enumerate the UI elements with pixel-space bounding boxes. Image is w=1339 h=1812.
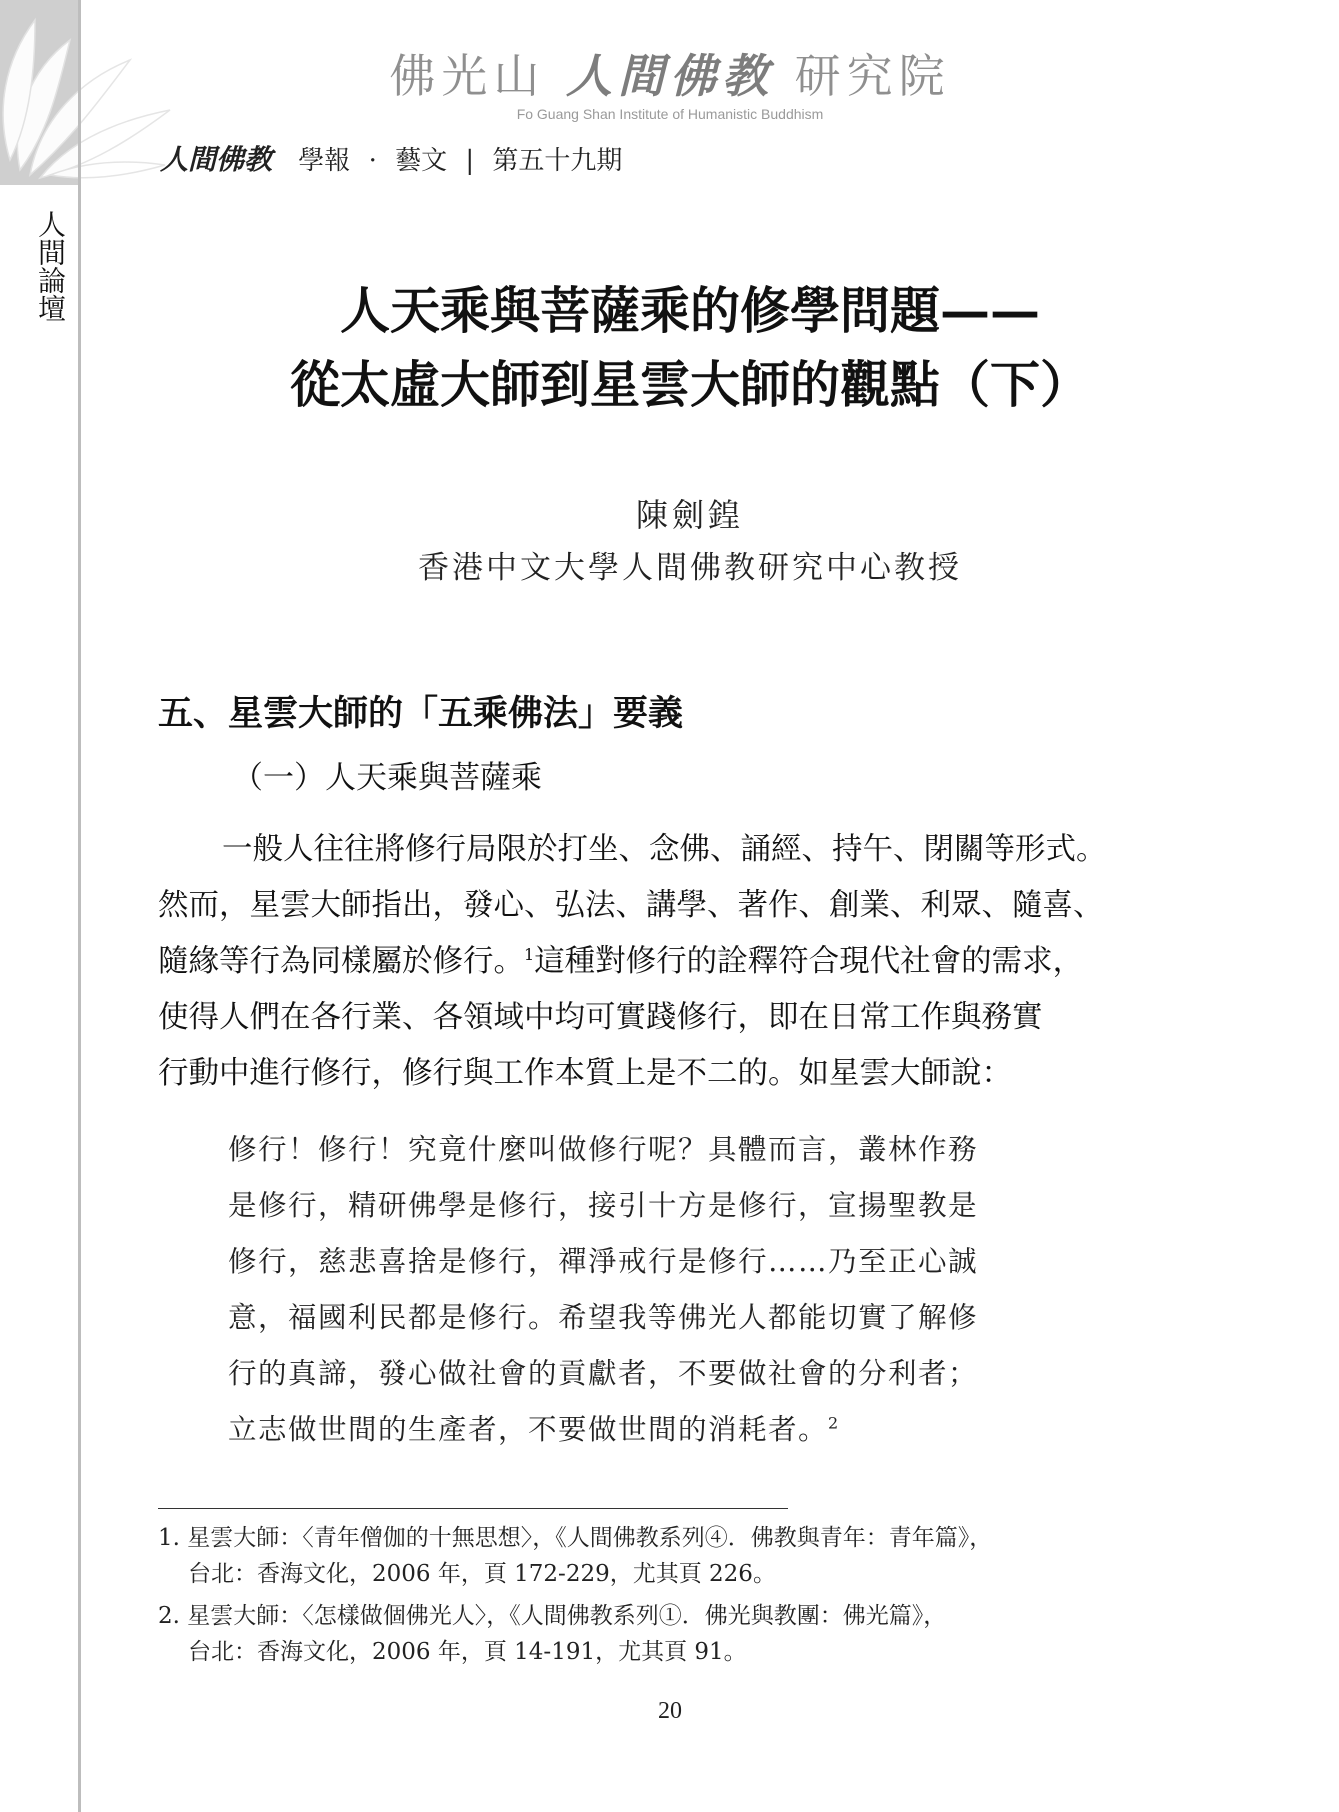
body-line: 一般人往往將修行局限於打坐、念佛、誦經、持午、閉關等形式。 [222,832,1107,867]
journal-brand: 人間佛教 [160,143,273,176]
institute-suffix: 研究院 [794,49,951,103]
title-line-2: 從太虛大師到星雲大師的觀點（下） [290,355,1090,414]
footnote-line: 1. 星雲大師：〈青年僧伽的十無思想〉，《人間佛教系列④．佛教與青年：青年篇》， [158,1525,993,1551]
footnote-line: 台北：香海文化，2006 年，頁 172-229，尤其頁 226。 [188,1561,776,1587]
quote-line: 意，福國利民都是修行。希望我等佛光人都能切實了解修 [228,1301,979,1334]
footnotes [158,1520,1158,1676]
footnote-2 [158,1598,1158,1670]
institute-prefix: 佛光山 [389,49,546,103]
body-line: 然而，星雲大師指出，發心、弘法、講學、著作、創業、利眾、隨喜、 [158,888,1104,923]
footnote-1 [158,1520,1158,1592]
footnote-line: 2. 星雲大師：〈怎樣做個佛光人〉，《人間佛教系列①．佛光與教團：佛光篇》， [158,1603,947,1629]
footnote-line: 台北：香海文化，2006 年，頁 14-191，尤其頁 91。 [188,1639,747,1665]
quote-line: 是修行，精研佛學是修行，接引十方是修行，宣揚聖教是 [228,1189,979,1222]
body-paragraph [158,822,1148,1102]
body-line [158,934,1148,990]
journal-divider: | [465,146,475,176]
quote-line [228,1402,1108,1458]
journal-header [160,138,622,178]
article-title [160,274,1220,422]
side-divider [78,0,81,1812]
footnote-ref-2[interactable]: 2 [828,1413,840,1433]
body-line-part: 隨緣等行為同樣屬於修行。 [158,944,524,979]
title-line-1: 人天乘與菩薩乘的修學問題—— [340,281,1040,340]
institute-brand: 人間佛教 [566,49,774,103]
quote-line-part: 立志做世間的生產者，不要做世間的消耗者。 [228,1413,829,1446]
footnote-divider [158,1508,788,1509]
body-line: 行動中進行修行，修行與工作本質上是不二的。如星雲大師說： [158,1056,1012,1091]
author-name: 陳劍鍠 [635,496,744,534]
page-number: 20 [658,1698,682,1724]
institute-name-cn [370,40,970,106]
journal-section: 藝文 [395,146,448,176]
sub-heading: （一）人天乘與菩薩乘 [232,760,542,796]
footnote-ref-1[interactable]: 1 [524,944,535,964]
quote-line: 修行！修行！究竟什麼叫做修行呢？具體而言，叢林作務 [228,1133,979,1166]
section-heading: 五、星雲大師的「五乘佛法」要義 [158,693,684,734]
body-line-part: 這種對修行的詮釋符合現代社會的需求， [534,944,1084,979]
lotus-logo-icon [0,0,180,185]
journal-dot: · [368,146,377,176]
author-affiliation: 香港中文大學人間佛教研究中心教授 [418,550,962,586]
body-line: 使得人們在各行業、各領域中均可實踐修行，即在日常工作與務實 [158,1000,1043,1035]
journal-issue: 第五十九期 [492,146,623,176]
quote-line: 行的真諦，發心做社會的貢獻者，不要做社會的分利者； [228,1357,979,1390]
quote-line: 修行，慈悲喜捨是修行，禪淨戒行是修行……乃至正心誠 [228,1245,979,1278]
block-quote [228,1122,1108,1458]
journal-name: 學報 [298,146,351,176]
institute-name-en: Fo Guang Shan Institute of Humanistic Buddhism [516,106,824,122]
section-side-label: 人間論壇 [34,210,67,322]
